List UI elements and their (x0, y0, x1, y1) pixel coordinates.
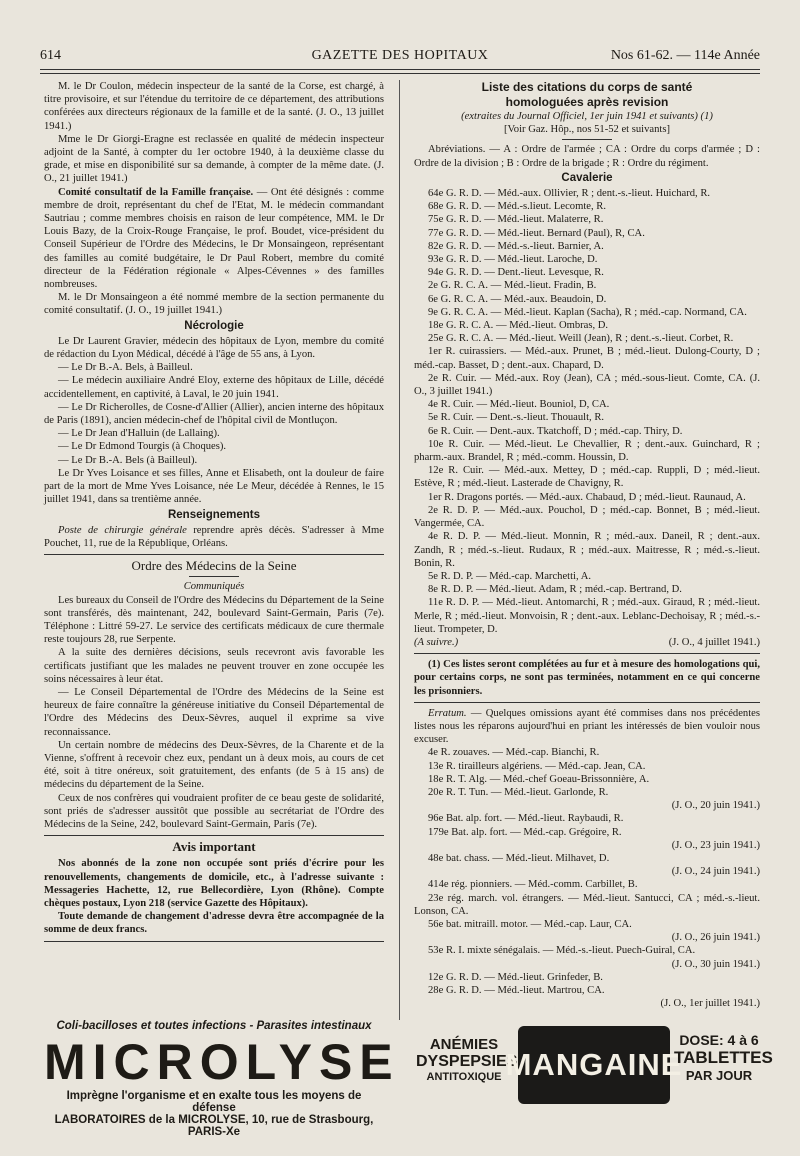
paragraph (44, 524, 384, 550)
left-column (44, 80, 384, 946)
erratum-entry: 4e R. zouaves. — Méd.-cap. Bianchi, R. (428, 747, 600, 759)
erratum-entry: (J. O., 24 juin 1941.) (671, 866, 760, 878)
ad-text: ANÉMIES (429, 1036, 499, 1053)
citation-entry: 5e R. D. P. — Méd.-cap. Marchetti, A. (428, 570, 591, 582)
errata-list (414, 746, 760, 1010)
section-rule (44, 835, 384, 836)
journal-title: GAZETTE DES HOPITAUX (311, 48, 489, 63)
paragraph: Le Dr Laurent Gravier, médecin des hôpitaux de Lyon, membre du comité de rédaction du Lyon Médical, décédé à l'âge de 55 ans, à Lyon. (44, 335, 384, 361)
paragraph: Toute demande de changement d'adresse devra être accompagnée de la somme de deux francs. (44, 911, 384, 936)
erratum-entry: 23e rég. march. vol. étrangers. — Méd.-lieut. Santucci, CA ; méd.-s.-lieut. Lonson, CA. (414, 892, 760, 917)
erratum-entry: 28e G. R. D. — Méd.-lieut. Martrou, CA. (428, 985, 605, 996)
paragraph-text: reprendre après décès. S'adresser à Mme Pouchet, 11, rue de la République, Orléans. (44, 524, 384, 549)
erratum-entry: 18e R. T. Alg. — Méd.-chef Goeau-Brissonnière, A. (428, 773, 650, 785)
subsection-communiques: Communiqués (183, 581, 245, 593)
paragraph: Un certain nombre de médecins des Deux-Sèvres, de la Charente et de la Vienne, s'offrent à recevoir chez eux, pendant un à deux mois, au cours de cet été, soit à titre onéreux, soit gratuitement, des enfants (de 5 à 15 ans) de médecins du département de la Seine. (44, 739, 384, 791)
erratum-entry: (J. O., 1er juillet 1941.) (660, 998, 760, 1010)
citation-entry: 9e G. R. C. A. — Méd.-lieut. Kaplan (Sacha), R ; méd.-cap. Normand, CA. (428, 306, 747, 318)
paragraph: Ceux de nos confrères qui voudraient profiter de ce beau geste de solidarité, sont priés de s'adresser aussitôt que possible au secrétariat de l'Ordre des Médecins de la Seine, 242, boulevard Saint-Germain, Paris (7e). (44, 792, 384, 830)
section-rule (414, 702, 760, 703)
abbreviations: Abréviations. — A : Ordre de l'armée ; CA : Ordre du corps d'armée ; D : Ordre de la division ; B : Ordre de la brigade ; R : Ordre du régiment. (414, 144, 760, 169)
erratum-entry: (J. O., 20 juin 1941.) (671, 800, 760, 812)
erratum-heading: Erratum. (428, 707, 467, 719)
section-rule (414, 653, 760, 654)
paragraph: Mme le Dr Giorgi-Eragne est reclassée en qualité de médecin inspecteur adjoint de la Santé, à compter du 1er octobre 1940, à la deuxième classe du grade, et mise en disponibilité sur sa demande, à compter de la même date. (J. O., 21 juillet 1941.) (44, 133, 384, 185)
paragraph-heading: Comité consultatif de la Famille française. (58, 186, 254, 198)
ad-right-text (674, 1032, 773, 1083)
erratum-entry: 414e rég. pionniers. — Méd.-comm. Carbillet, B. (428, 879, 638, 891)
paragraph: — Le Dr Jean d'Halluin (de Lallaing). (58, 428, 220, 440)
column-divider (399, 80, 400, 1020)
erratum-entry: 12e G. R. D. — Méd.-lieut. Grinfeder, B. (428, 971, 603, 983)
paragraph: Nos abonnés de la zone non occupée sont priés d'écrire pour les renouvellements, changements de domicile, etc., à l'adresse suivante : Messageries Hachette, 12, rue Bellecordière, Lyon (Rhône). Compte chèques postaux, Lyon 218 (service Gazette des Hôpitaux). (44, 858, 384, 909)
citation-entry: 1er R. cuirassiers. — Méd.-aux. Prunet, B ; méd.-lieut. Dulong-Courty, D ; méd.-cap. Basset, D ; dent.-aux. Chapard, D. (414, 346, 760, 371)
ad-text: TABLETTES (674, 1048, 773, 1067)
erratum-entry: (J. O., 30 juin 1941.) (671, 958, 760, 970)
paragraph: — Le Dr Edmond Tourgis (à Choques). (58, 441, 227, 453)
ad-line: LABORATOIRES de la MICROLYSE, 10, rue de Strasbourg, PARIS-Xe (54, 1114, 374, 1138)
ad-tagline: Coli-bacilloses et toutes infections - Parasites intestinaux (56, 1020, 372, 1032)
citation-entry: 11e R. D. P. — Méd.-lieut. Antomarchi, R ; méd.-aux. Giraud, R ; méd.-lieut. Merle, R ; méd.-lieut. Monvoisin, R ; dent.-aux. Leblanc-Dechoisay, R ; méd.-s.-lieut. Trompeter, D. (414, 597, 760, 635)
citation-entry: 25e G. R. C. A. — Méd.-lieut. Weill (Jean), R ; dent.-s.-lieut. Corbet, R. (428, 333, 734, 345)
erratum-entry: 48e bat. chass. — Méd.-lieut. Milhavet, D. (428, 852, 610, 864)
citation-entry: 77e G. R. D. — Méd.-lieut. Bernard (Paul), R, CA. (428, 227, 645, 239)
paragraph: A la suite des dernières décisions, seuls recevront avis favorable les certificats justifiant que les malades ne peuvent trouver en zone occupée les soins nécessaires à leur état. (44, 647, 384, 685)
citation-entry: 64e G. R. D. — Méd.-aux. Ollivier, R ; dent.-s.-lieut. Huichard, R. (428, 188, 711, 200)
list-title-line-2: homologuées après revision (505, 95, 669, 109)
citation-entry: 8e R. D. P. — Méd.-lieut. Adam, R ; méd.-cap. Bertrand, D. (428, 584, 682, 596)
paragraph: — Le médecin auxiliaire André Eloy, externe des hôpitaux de Lille, décédé accidentellement, en captivité, à Laval, le 20 juin 1941. (44, 375, 384, 400)
erratum-entry: (J. O., 23 juin 1941.) (671, 839, 760, 851)
citation-entry: 2e G. R. C. A. — Méd.-lieut. Fradin, B. (428, 280, 597, 292)
citation-entry: 10e R. Cuir. — Méd.-lieut. Le Chevallier, R ; dent.-aux. Guinchard, R ; pharm.-aux. Brandel, R ; méd.-comm. Houssin, D. (414, 438, 760, 464)
section-title-renseignements: Renseignements (167, 508, 261, 521)
citation-entry: 94e G. R. D. — Dent.-lieut. Levesque, R. (428, 267, 604, 279)
list-title: Liste des citations du corps de santé (481, 80, 693, 94)
ad-text: PAR JOUR (685, 1068, 753, 1083)
paragraph-text: — Ont été désignés : comme membre de droit, représentant du chef de l'Etat, M. le médecin commandant Sautriau ; comme membres choisis en raison de leur compétence, MM. le Dr Louis Bazy, de la Croix-Rouge Française, le prof. Boudet, vice-président du Conseil Supérieur de l'Ordre des Médecins, le Dr Monsaingeon, représentant des familles au comité budgétaire, le Dr Paul Robert, membre du comité directeur de la Fédération régionale « Alpes-Cévennes » des familles nombreuses. (44, 186, 384, 291)
paragraph: — Le Dr B.-A. Bels, à Bailleul. (58, 362, 193, 374)
erratum-entry: (J. O., 26 juin 1941.) (671, 932, 760, 944)
section-rule (44, 554, 384, 555)
microlyse-ad (44, 1020, 400, 1140)
paragraph: — Le Conseil Départemental de l'Ordre des Médecins de la Seine est heureux de faire connaître la généreuse initiative du Conseil Départemental de l'Ordre des Médecins des Deux-Sèvres, auquel il exprime sa vive reconnaissance. (44, 686, 384, 738)
mangaine-ad (416, 1026, 773, 1126)
list-subtitle-ref: [Voir Gaz. Hôp., nos 51-52 et suivants] (503, 124, 671, 136)
citation-entry: 4e R. Cuir. — Méd.-lieut. Bouniol, D, CA. (428, 399, 610, 411)
erratum-entry: 13e R. tirailleurs algériens. — Méd.-cap. Jean, CA. (428, 760, 646, 772)
a-suivre: (A suivre.) (414, 636, 459, 648)
paragraph: — Le Dr B.-A. Bels (à Bailleul). (58, 454, 198, 466)
ad-text: DYSPEPSIES (416, 1053, 518, 1070)
a-suivre-ref: (J. O., 4 juillet 1941.) (668, 636, 760, 648)
ad-brand: MICROLYSE (44, 1034, 400, 1090)
citation-entry: 1er R. Dragons portés. — Méd.-aux. Chabaud, D ; méd.-lieut. Raunaud, A. (428, 491, 746, 503)
list-subtitle: (extraites du Journal Officiel, 1er juin 1941 et suivants) (1) (461, 111, 713, 122)
paragraph: Les bureaux du Conseil de l'Ordre des Médecins du Département de la Seine sont transférés, dès maintenant, 242, boulevard Saint-Germain, Paris (7e). Téléphone : Littré 59-27. Le service des certificats médicaux de cure thermale reste toujours 28, rue Serpente. (44, 594, 384, 646)
paragraph (44, 186, 384, 292)
page-number: 614 (40, 48, 61, 63)
paragraph: M. le Dr Monsaingeon a été nommé membre de la section permanente du comité consultatif. (J. O., 19 juillet 1941.) (44, 292, 384, 317)
erratum-entry: 53e R. I. mixte sénégalais. — Méd.-s.-lieut. Puech-Guiral, CA. (428, 945, 696, 957)
paragraph-heading: Poste de chirurgie générale (58, 524, 187, 536)
citation-entry: 12e R. Cuir. — Méd.-aux. Mettey, D ; méd.-cap. Ruppli, D ; méd.-lieut. Estève, R ; méd.-lieut. Lasterade de Chavigny, R. (414, 465, 760, 490)
citation-entry: 75e G. R. D. — Méd.-lieut. Malaterre, R. (428, 214, 604, 226)
right-column (414, 80, 760, 1010)
citation-entry: 82e G. R. D. — Méd.-s.-lieut. Barnier, A. (428, 240, 604, 252)
list-continuation (414, 636, 760, 649)
citation-entry: 68e G. R. D. — Méd.-s.lieut. Lecomte, R. (428, 201, 607, 213)
citation-entry: 18e G. R. C. A. — Méd.-lieut. Ombras, D. (428, 320, 609, 332)
citation-entry: 4e R. D. P. — Méd.-lieut. Monnin, R ; méd.-aux. Daneil, R ; dent.-aux. Zandh, R ; méd.-s.-lieut. Rudaux, R ; méd.-aux. Maitresse, R ; méd.-s.-lieut. Bonin, R. (414, 531, 760, 569)
section-title-avis: Avis important (172, 839, 256, 855)
ad-text: DOSE: 4 à 6 (679, 1032, 759, 1048)
header-rule (40, 69, 760, 74)
citation-entry: 2e R. Cuir. — Méd.-aux. Roy (Jean), CA ; méd.-sous-lieut. Comte, CA. (J. O., 3 juillet 1941.) (414, 372, 760, 398)
paragraph: M. le Dr Coulon, médecin inspecteur de la santé de la Corse, est chargé, à titre provisoire, et sur l'étendue du territoire de ce département, des attributions conférées aux directeurs régionaux de la famille et de la santé. (J. O., 13 juillet 1941.) (44, 81, 384, 132)
short-rule (189, 576, 239, 577)
erratum-entry: 20e R. T. Tun. — Méd.-lieut. Garlonde, R. (428, 786, 609, 798)
page-header (40, 48, 760, 70)
section-title-cavalerie: Cavalerie (561, 171, 613, 184)
ad-left-text (416, 1036, 518, 1083)
citation-entry: 5e R. Cuir. — Dent.-s.-lieut. Thouault, R. (428, 412, 605, 424)
citation-entry: 6e R. Cuir. — Dent.-aux. Tkatchoff, D ; méd.-cap. Thiry, D. (428, 425, 683, 437)
short-rule (562, 139, 612, 140)
citation-entry: 6e G. R. C. A. — Méd.-aux. Beaudoin, D. (428, 293, 607, 305)
erratum-entry: 179e Bat. alp. fort. — Méd.-cap. Grégoire, R. (428, 826, 622, 838)
ad-line: Imprègne l'organisme et en exalte tous les moyens de défense (66, 1090, 362, 1114)
citation-entry: 93e G. R. D. — Méd.-lieut. Laroche, D. (428, 254, 598, 266)
footnote: (1) Ces listes seront complétées au fur et à mesure des homologations qui, pour certains corps, ne sont pas terminées, notamment en ce qui concerne les prisonniers. (414, 659, 760, 697)
ad-text: ANTITOXIQUE (426, 1071, 502, 1083)
erratum-entry: 96e Bat. alp. fort. — Méd.-lieut. Raybaudi, R. (428, 813, 624, 825)
section-rule (44, 941, 384, 942)
erratum-entry: 56e bat. mitraill. motor. — Méd.-cap. Laur, CA. (428, 918, 632, 930)
erratum-text: — Quelques omissions ayant été commises dans nos précédentes listes nous les réparons aujourd'hui en priant les intéressés de bien vouloir nous excuser. (414, 707, 760, 746)
issue-label: Nos 61-62. — 114e Année (610, 48, 760, 63)
citation-list (414, 187, 760, 636)
erratum (414, 707, 760, 747)
citation-entry: 2e R. D. P. — Méd.-aux. Pouchol, D ; méd.-cap. Bonnet, B ; méd.-lieut. Vangermée, CA. (414, 504, 760, 530)
section-title-ordre: Ordre des Médecins de la Seine (131, 558, 297, 574)
section-title-necrologie: Nécrologie (184, 319, 244, 332)
paragraph: — Le Dr Richerolles, de Cosne-d'Allier (Allier), ancien interne des hôpitaux de Paris (1891), ancien médecin-chef de l'hôpital civil de Montluçon. (44, 401, 384, 427)
mangaine-logo: MANGAINE (518, 1026, 670, 1104)
paragraph: Le Dr Yves Loisance et ses filles, Anne et Elisabeth, ont la douleur de faire part de la mort de Mme Yves Loisance, née Le Meur, décédée à Rennes, le 15 juillet 1941, dans sa trentième année. (44, 467, 384, 506)
